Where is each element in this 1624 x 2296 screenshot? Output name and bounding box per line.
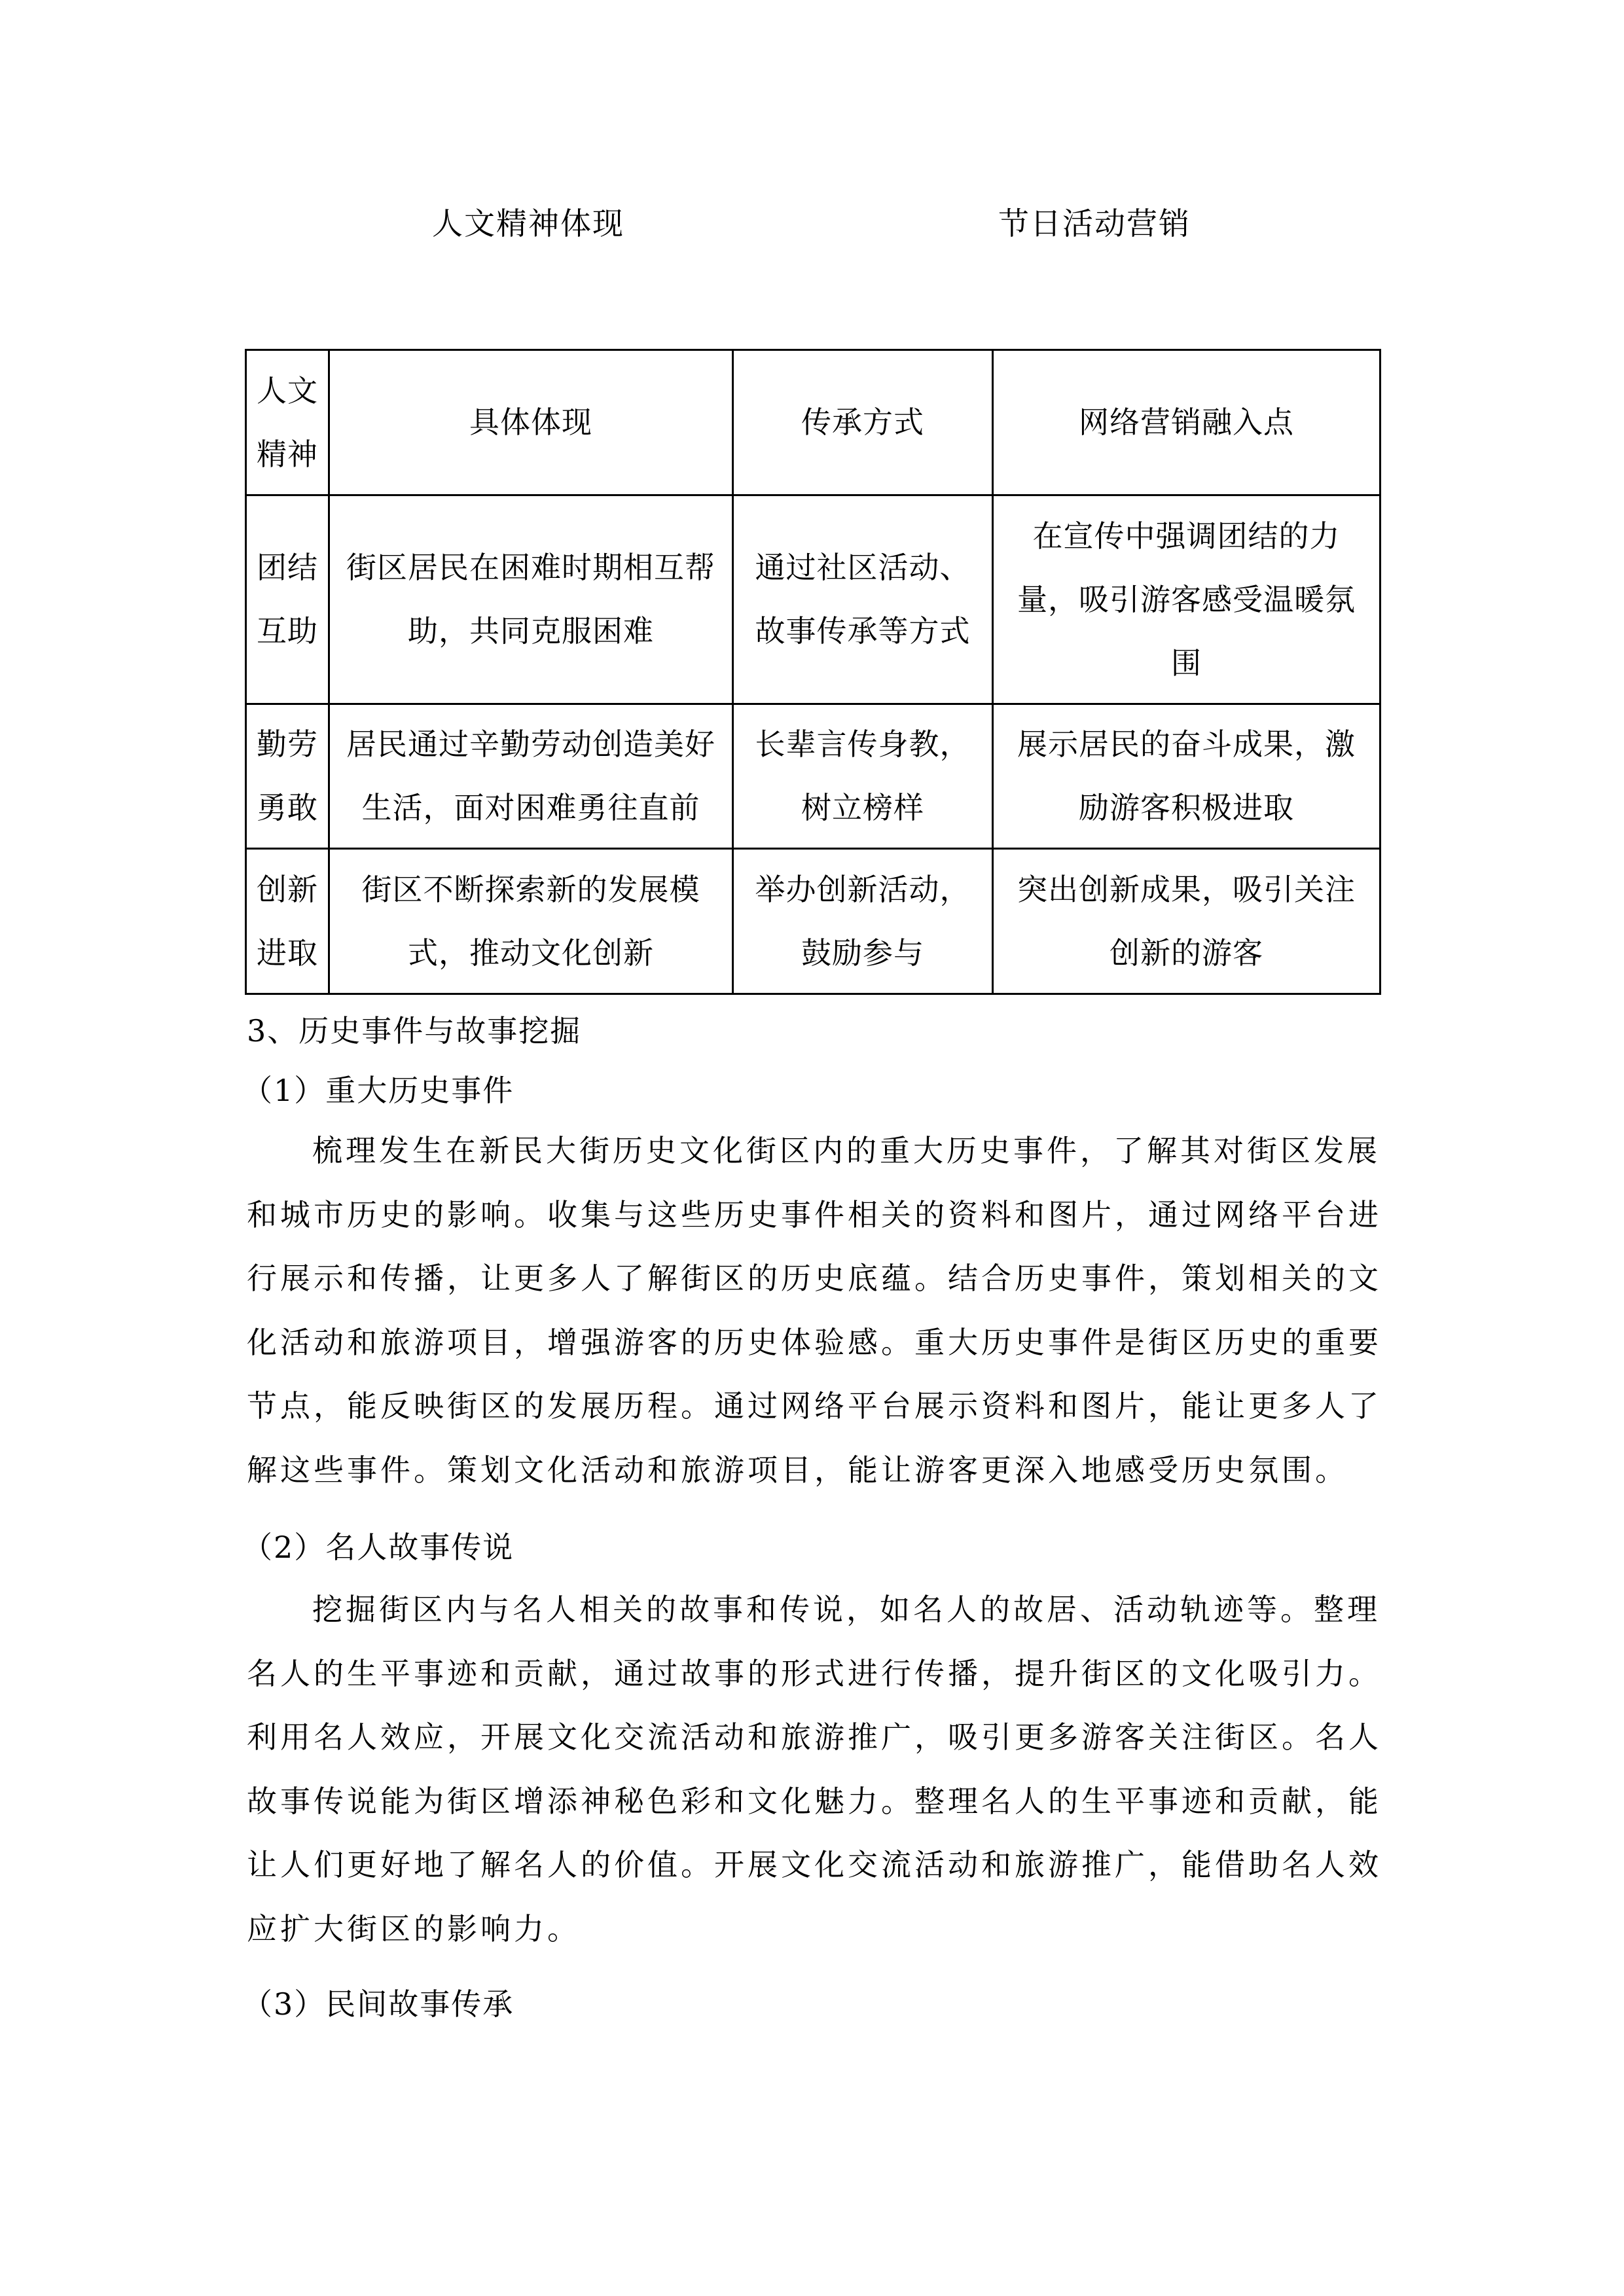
subheading-folk-stories: （3）民间故事传承 (242, 1986, 514, 2022)
table-row (246, 495, 1380, 704)
paragraph-major-events: 梳理发生在新民大街历史文化街区内的重大历史事件，了解其对街区发展 和城市历史的影响。收集与这些历史事件相关的资料和图片，通过网络平台进 行展示和传播，让更多人了解街区的历史底蕴。结合历史事件，策划相关的文 化活动和旅游项目，增强游客的历史体验感。重大历史事件是街区历史的重要 节点，能反映街区的发展历程。通过网络平台展示资料和图片，能让更多人了 解这些事件。策划文化活动和旅游项目，能让游客更深入地感受历史氛围。 (247, 1133, 1382, 1488)
header-cell-spirit: 人文 精神 (246, 350, 329, 495)
cell-marketing: 在宣传中强调团结的力 量，吸引游客感受温暖氛 围 (993, 495, 1380, 704)
cell-manifestation: 居民通过辛勤劳动创造美好 生活，面对困难勇往直前 (329, 704, 733, 849)
subheading-celebrity-legends: （2）名人故事传说 (242, 1530, 514, 1565)
cell-manifestation: 街区居民在困难时期相互帮 助，共同克服困难 (329, 495, 733, 704)
table-row (246, 704, 1380, 849)
cell-inheritance: 举办创新活动， 鼓励参与 (733, 849, 993, 994)
header-cell-inheritance: 传承方式 (733, 350, 993, 495)
title-festival-marketing: 节日活动营销 (998, 206, 1191, 242)
section-heading-history-stories: 3、历史事件与故事挖掘 (247, 1013, 582, 1049)
cell-manifestation: 街区不断探索新的发展模 式，推动文化创新 (329, 849, 733, 994)
subheading-major-events: （1）重大历史事件 (242, 1073, 514, 1108)
header-cell-manifestation: 具体体现 (329, 350, 733, 495)
cell-spirit: 团结 互助 (246, 495, 329, 704)
cell-marketing: 突出创新成果，吸引关注 创新的游客 (993, 849, 1380, 994)
table-header-row (246, 350, 1380, 495)
humanistic-spirit-table (245, 349, 1381, 995)
cell-spirit: 创新 进取 (246, 849, 329, 994)
title-humanistic-spirit: 人文精神体现 (432, 206, 624, 242)
cell-marketing: 展示居民的奋斗成果，激 励游客积极进取 (993, 704, 1380, 849)
cell-spirit: 勤劳 勇敢 (246, 704, 329, 849)
cell-inheritance: 长辈言传身教， 树立榜样 (733, 704, 993, 849)
header-cell-marketing: 网络营销融入点 (993, 350, 1380, 495)
cell-inheritance: 通过社区活动、 故事传承等方式 (733, 495, 993, 704)
paragraph-celebrity-legends: 挖掘街区内与名人相关的故事和传说，如名人的故居、活动轨迹等。整理 名人的生平事迹和贡献，通过故事的形式进行传播，提升街区的文化吸引力。 利用名人效应，开展文化交流活动和旅游推广，吸引更多游客关注街区。名人 故事传说能为街区增添神秘色彩和文化魅力。整理名人的生平事迹和贡献，能 让人们更好地了解名人的价值。开展文化交流活动和旅游推广，能借助名人效 应扩大街区的影响力。 (247, 1592, 1382, 1946)
table-row (246, 849, 1380, 994)
